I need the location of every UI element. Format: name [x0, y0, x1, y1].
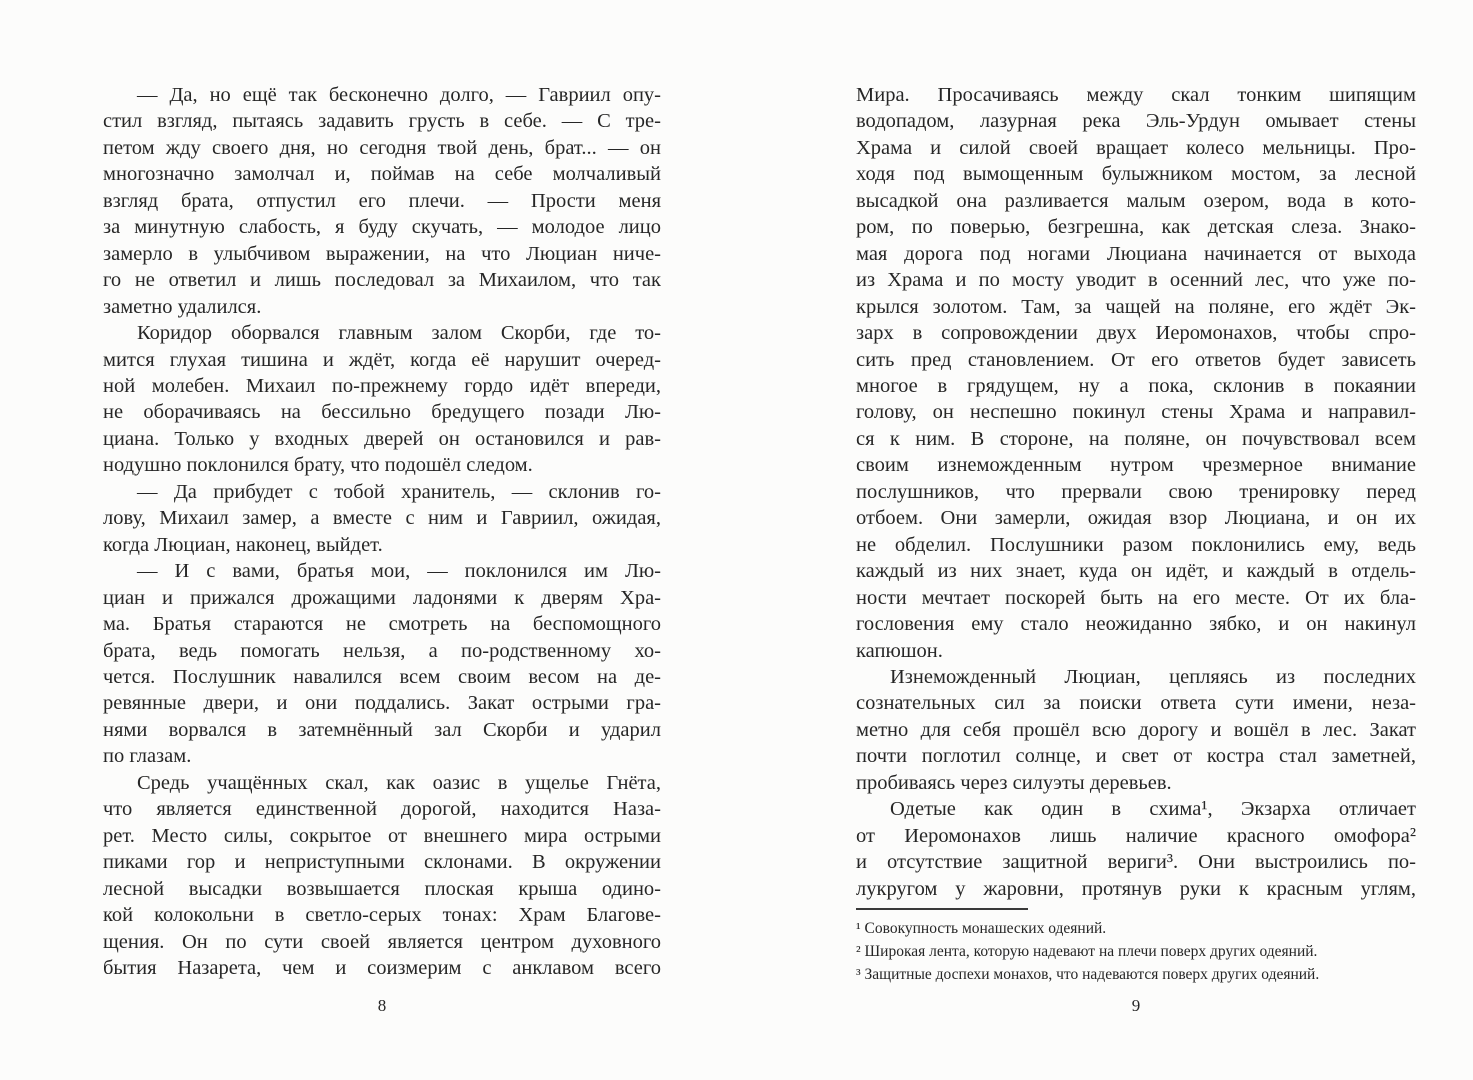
text-line: ревянные двери, и они поддались. Закат острыми гра- — [103, 692, 661, 715]
text-line: Одетые как один в схима¹, Экзарха отличает — [890, 798, 1416, 821]
text-line: мится глухая тишина и ждёт, когда её нарушит очеред- — [103, 348, 661, 371]
paragraph — [103, 82, 661, 320]
text-line: многое в грядущем, ну а пока, склонив в покаянии — [856, 374, 1416, 397]
footnote: ² Широкая лента, которую надевают на плечи поверх других одеяний. — [856, 943, 1318, 960]
text-line: послушников, что прервали свою тренировку перед — [856, 480, 1416, 503]
footnote: ³ Защитные доспехи монахов, что надеваются поверх других одеяний. — [856, 966, 1320, 983]
text-line: взгляд брата, отпустил его плечи. — Прости меня — [103, 189, 661, 212]
text-line: своим изнеможденным нутром чрезмерное внимание — [856, 454, 1416, 477]
footnote: ¹ Совокупность монашеских одеяний. — [856, 920, 1107, 937]
text-line: Мира. Просачиваясь между скал тонким шипящим — [856, 84, 1416, 106]
text-line: — И с вами, братья мои, — поклонился им Лю- — [137, 560, 661, 583]
text-line: заметно удалился. — [103, 295, 262, 318]
text-line: брата, ведь помогать нельзя, а по-родственному хо- — [103, 639, 661, 662]
text-line: сознательных сил за поиски ответа сути имени, неза- — [856, 692, 1416, 715]
text-line: по глазам. — [103, 745, 192, 768]
text-line: водопадом, лазурная река Эль-Урдун омывает стены — [856, 110, 1416, 133]
text-line: — Да, но ещё так бесконечно долго, — Гавриил опу- — [137, 84, 661, 106]
text-line: ся к ним. В стороне, на поляне, он почувствовал всем — [856, 427, 1416, 450]
paragraph — [103, 770, 661, 982]
page-right-text-column — [856, 82, 1416, 902]
text-line: Храма и силой своей вращает колесо мельницы. Про- — [856, 136, 1416, 159]
text-line: ной молебен. Михаил по-прежнему гордо идёт впереди, — [103, 374, 661, 397]
text-line: Коридор оборвался главным залом Скорби, где то- — [137, 322, 661, 345]
paragraph — [103, 558, 661, 770]
text-line: рет. Место силы, сокрытое от внешнего мира острыми — [103, 824, 661, 847]
text-line: зарх в сопровождении двух Иеромонахов, чтобы спро- — [856, 322, 1416, 345]
text-line: каждый из них знает, куда он идёт, и каждый в отдель- — [856, 560, 1416, 583]
text-line: от Иеромонахов лишь наличие красного омофора² — [856, 824, 1416, 847]
text-line: замерло в улыбчивом выражении, на что Люциан ниче- — [103, 242, 661, 265]
text-line: мая дорога под ногами Люциана начинается от выхода — [856, 242, 1416, 265]
text-line: ности мечтает поскорей быть на его месте. От их бла- — [856, 586, 1416, 609]
text-line: капюшон. — [856, 639, 943, 662]
text-line: высадкой она разливается малым озером, вода в кото- — [856, 189, 1416, 212]
text-line: Изнеможденный Люциан, цепляясь из последних — [890, 665, 1416, 688]
text-line: гословения ему стало неожиданно зябко, и он накинул — [856, 613, 1416, 636]
text-line: циана. Только у входных дверей он остановился и рав- — [103, 427, 661, 450]
text-line: пиками гор и неприступными склонами. В окружении — [103, 851, 661, 874]
text-line: петом жду своего дня, но сегодня твой день, брат... — он — [103, 136, 661, 159]
text-line: сить пред становлением. От его ответов будет зависеть — [856, 348, 1416, 371]
text-line: лесной высадки возвышается плоская крыша одино- — [103, 877, 661, 900]
text-line: ром, по поверью, безгрешна, как детская слеза. Знако- — [856, 216, 1416, 239]
text-line: из Храма и по мосту уводит в осенний лес, что уже по- — [856, 269, 1416, 292]
text-line: лову, Михаил замер, а вместе с ним и Гавриил, ожидая, — [103, 507, 661, 530]
text-line: лукругом у жаровни, протянув руки к красным углям, — [856, 877, 1416, 900]
paragraph — [103, 479, 661, 558]
text-line: когда Люциан, наконец, выйдет. — [103, 533, 383, 556]
page-left-text-column — [103, 82, 661, 981]
text-line: голову, он неспешно покинул стены Храма и направил- — [856, 401, 1416, 424]
text-line: за минутную слабость, я буду скучать, — молодое лицо — [103, 216, 661, 239]
text-line: кой колокольни в светло-серых тонах: Храм Благове- — [103, 904, 661, 927]
page-number-left: 8 — [377, 996, 387, 1015]
text-line: и отсутствие защитной вериги³. Они выстроились по- — [856, 851, 1416, 874]
text-line: крылся золотом. Там, за чащей на поляне, его ждёт Эк- — [856, 295, 1416, 318]
page-number-right: 9 — [1131, 996, 1141, 1015]
text-line: не оборачиваясь на бессильно бредущего позади Лю- — [103, 401, 661, 424]
text-line: Средь учащённых скал, как оазис в ущелье Гнёта, — [137, 771, 661, 794]
footnotes-block — [856, 908, 1416, 986]
text-line: что является единственной дорогой, находится Наза- — [103, 798, 661, 821]
text-line: не обделил. Послушники разом поклонились ему, ведь — [856, 533, 1416, 556]
text-line: ма. Братья стараются не смотреть на беспомощного — [103, 613, 661, 636]
footnote-list — [856, 917, 1416, 986]
text-line: ходя под вымощенным булыжником мостом, за лесной — [856, 163, 1416, 186]
text-line: — Да прибудет с тобой хранитель, — склонив го- — [137, 480, 661, 503]
text-line: бытия Назарета, чем и соизмерим с анклавом всего — [103, 956, 661, 979]
text-line: го не ответил и лишь последовал за Михаилом, что так — [103, 269, 661, 292]
paragraph — [856, 796, 1416, 902]
text-line: пробиваясь через силуэты деревьев. — [856, 771, 1172, 794]
paragraph — [103, 320, 661, 479]
paragraph — [856, 664, 1416, 796]
text-line: нями ворвался в затемнённый зал Скорби и ударил — [103, 718, 661, 741]
text-line: стил взгляд, пытаясь задавить грусть в себе. — С тре- — [103, 110, 661, 133]
text-line: чется. Послушник навалился всем своим весом на де- — [103, 665, 661, 688]
paragraph — [856, 82, 1416, 664]
text-line: отбоем. Они замерли, ожидая взор Люциана, и он их — [856, 507, 1416, 530]
text-line: многозначно замолчал и, поймав на себе молчаливый — [103, 163, 661, 186]
footnote-separator — [856, 908, 1028, 910]
text-line: метно для себя прошёл всю дорогу и вошёл в лес. Закат — [856, 718, 1416, 741]
text-line: нодушно поклонился брату, что подошёл следом. — [103, 454, 533, 477]
text-line: почти поглотил солнце, и свет от костра стал заметней, — [856, 745, 1416, 768]
text-line: циан и прижался дрожащими ладонями к дверям Хра- — [103, 586, 661, 609]
text-line: щения. Он по сути своей является центром духовного — [103, 930, 661, 953]
